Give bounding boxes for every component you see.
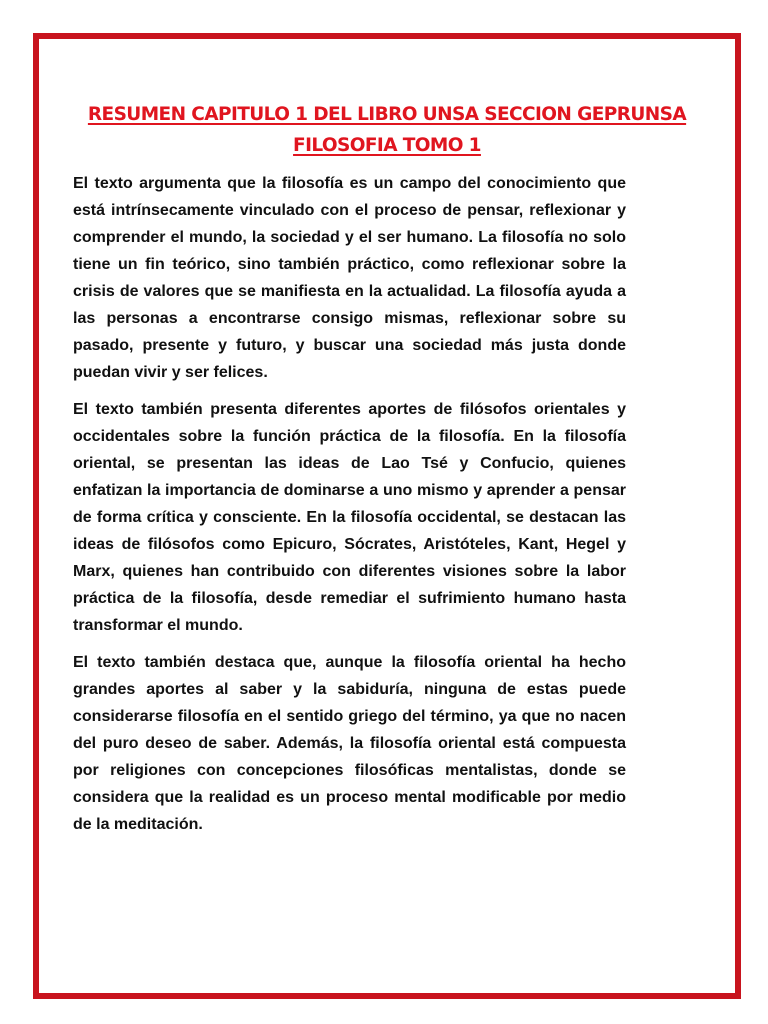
title-line-2: FILOSOFIA TOMO 1 — [293, 135, 481, 156]
paragraph-3: El texto también destaca que, aunque la filosofía oriental ha hecho grandes aportes al saber y la sabiduría, ninguna de estas puede considerarse filosofía en el sentido griego del término, ya que no nacen del puro deseo de saber. Además, la filosofía oriental está compuesta por religiones con concepciones filosóficas mentalistas, donde se considera que la realidad es un proceso mental modificable por medio de la meditación. — [73, 654, 626, 833]
paragraph-1: El texto argumenta que la filosofía es un campo del conocimiento que está intrínsecamente vinculado con el proceso de pensar, reflexionar y comprender el mundo, la sociedad y el ser humano. La filosofía no solo tiene un fin teórico, sino también práctico, como reflexionar sobre la crisis de valores que se manifiesta en la actualidad. La filosofía ayuda a las personas a encontrarse consigo mismas, reflexionar sobre su pasado, presente y futuro, y buscar una sociedad más justa donde puedan vivir y ser felices. — [73, 175, 626, 381]
document-title — [39, 99, 735, 161]
document-body — [73, 170, 626, 848]
title-line-1: RESUMEN CAPITULO 1 DEL LIBRO UNSA SECCION GEPRUNSA — [87, 104, 687, 125]
paragraph-2: El texto también presenta diferentes aportes de filósofos orientales y occidentales sobre la función práctica de la filosofía. En la filosofía oriental, se presentan las ideas de Lao Tsé y Confucio, quienes enfatizan la importancia de dominarse a uno mismo y aprender a pensar de forma crítica y consciente. En la filosofía occidental, se destacan las ideas de filósofos como Epicuro, Sócrates, Aristóteles, Kant, Hegel y Marx, quienes han contribuido con diferentes visiones sobre la labor práctica de la filosofía, desde remediar el sufrimiento humano hasta transformar el mundo. — [73, 401, 626, 634]
